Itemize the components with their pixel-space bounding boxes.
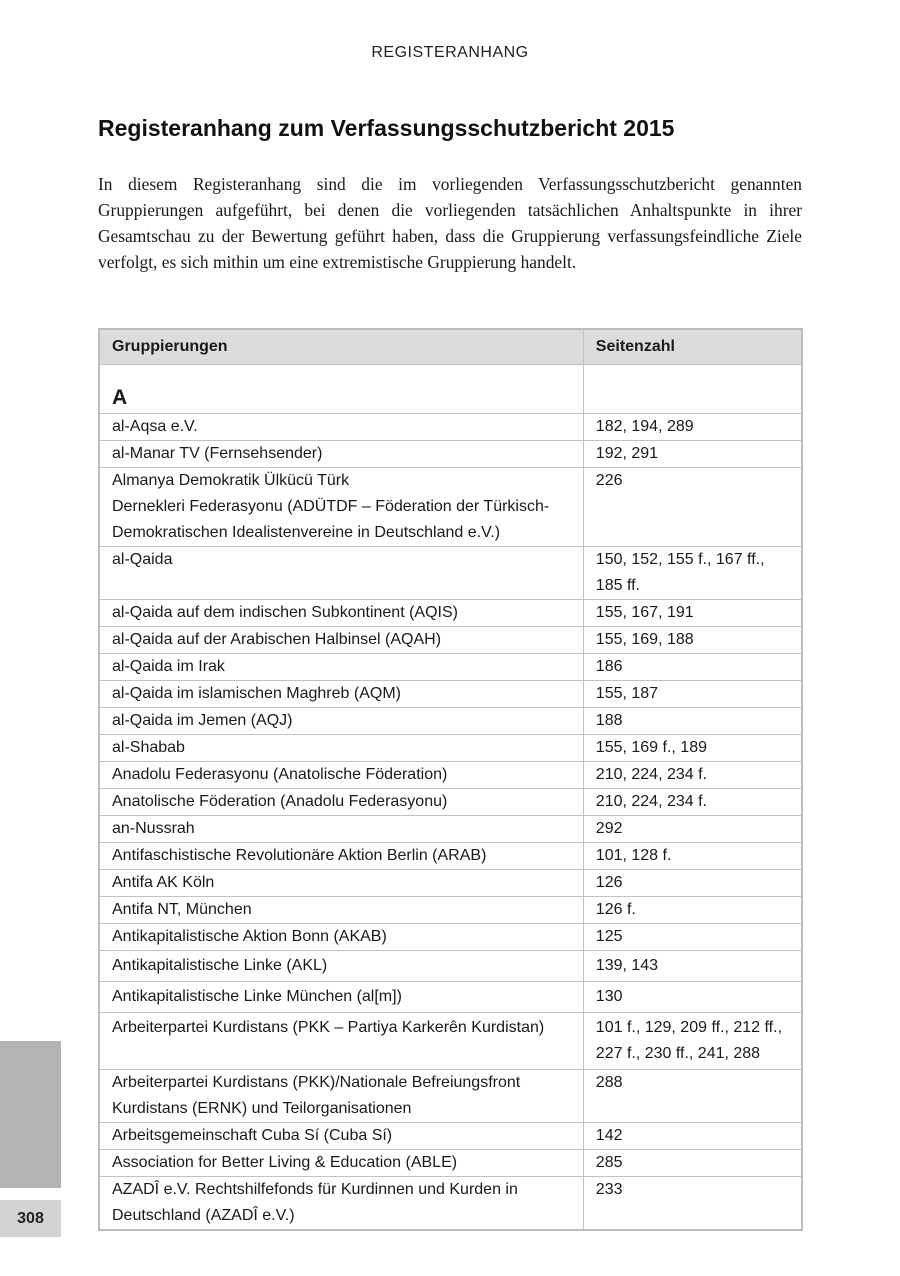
page-numbers-cell — [583, 1177, 802, 1231]
group-name-cell — [99, 681, 583, 708]
group-name-line: AZADÎ e.V. Rechtshilfefonds für Kurdinnen und Kurden in — [112, 1181, 518, 1198]
group-name-line: al-Qaida auf dem indischen Subkontinent (AQIS) — [112, 604, 458, 621]
page-numbers-cell — [583, 547, 802, 600]
group-name-line: al-Qaida im Irak — [112, 658, 225, 675]
page-numbers-cell — [583, 897, 802, 924]
group-name-cell — [99, 547, 583, 600]
group-name-cell — [99, 816, 583, 843]
page-numbers-line: 192, 291 — [595, 445, 659, 462]
page-numbers-line: 210, 224, 234 f. — [595, 766, 707, 783]
group-name-cell — [99, 414, 583, 441]
group-name-cell — [99, 843, 583, 870]
group-name-line: Kurdistans (ERNK) und Teilorganisationen — [112, 1100, 412, 1117]
group-name-line: Anatolische Föderation (Anadolu Federasyonu) — [112, 793, 448, 810]
group-name-cell — [99, 897, 583, 924]
group-name-cell — [99, 762, 583, 789]
table-row — [99, 414, 802, 441]
page-numbers-cell — [583, 414, 802, 441]
page-numbers-line: 288 — [595, 1074, 623, 1091]
section-letter-cell — [99, 365, 583, 414]
table-row — [99, 681, 802, 708]
page-numbers-line: 210, 224, 234 f. — [595, 793, 707, 810]
group-name-line: Arbeitsgemeinschaft Cuba Sí (Cuba Sí) — [112, 1127, 393, 1144]
section-letter-empty-cell — [583, 365, 802, 414]
table-row — [99, 600, 802, 627]
page-numbers-cell — [583, 735, 802, 762]
table-row — [99, 951, 802, 982]
page-numbers-cell — [583, 600, 802, 627]
table-row — [99, 1177, 802, 1231]
group-name-line: Antifa AK Köln — [112, 874, 215, 891]
page-numbers-cell — [583, 1070, 802, 1123]
page-numbers-line: 185 ff. — [595, 577, 640, 594]
group-name-cell — [99, 600, 583, 627]
group-name-line: Antikapitalistische Aktion Bonn (AKAB) — [112, 928, 387, 945]
column-header-groups: Gruppierungen — [99, 329, 583, 365]
page-numbers-line: 292 — [595, 820, 623, 837]
page-numbers-line: 126 f. — [595, 901, 636, 918]
intro-paragraph: In diesem Registeranhang sind die im vorliegenden Verfassungsschutzbericht genannten Gruppierungen aufgeführt, bei denen die vorliegenden tatsächlichen Anhaltspunkte in ihrer Gesamtschau zu der Bewertung geführt haben, dass die Gruppierung verfassungsfeindliche Ziele verfolgt, es sich mithin um eine extremistische Gruppierung handelt. — [98, 174, 802, 272]
page-title: Registeranhang zum Verfassungsschutzbericht 2015 — [98, 115, 675, 141]
page-numbers-cell — [583, 468, 802, 547]
group-name-line: al-Qaida im islamischen Maghreb (AQM) — [112, 685, 401, 702]
table-row — [99, 1013, 802, 1070]
table-row — [99, 816, 802, 843]
table-row — [99, 654, 802, 681]
group-name-cell — [99, 708, 583, 735]
group-name-line: Antifa NT, München — [112, 901, 252, 918]
group-name-cell — [99, 441, 583, 468]
table-row — [99, 1070, 802, 1123]
group-name-cell — [99, 468, 583, 547]
group-name-cell — [99, 870, 583, 897]
page-numbers-line: 155, 187 — [595, 685, 659, 702]
group-name-cell — [99, 924, 583, 951]
group-name-line: Almanya Demokratik Ülkücü Türk — [112, 472, 350, 489]
group-name-cell — [99, 1123, 583, 1150]
page-numbers-cell — [583, 762, 802, 789]
page-numbers-line: 155, 167, 191 — [595, 604, 694, 621]
group-name-line: Antikapitalistische Linke (AKL) — [112, 957, 328, 974]
page-numbers-line: 227 f., 230 ff., 241, 288 — [595, 1045, 761, 1062]
table-row — [99, 924, 802, 951]
group-name-line: al-Aqsa e.V. — [112, 418, 198, 435]
table-row — [99, 870, 802, 897]
table-row — [99, 843, 802, 870]
group-name-cell — [99, 627, 583, 654]
page-numbers-line: 142 — [595, 1127, 623, 1144]
group-name-cell — [99, 1013, 583, 1070]
page-numbers-line: 125 — [595, 928, 623, 945]
group-name-line: Antifaschistische Revolutionäre Aktion Berlin (ARAB) — [112, 847, 487, 864]
group-name-line: Arbeiterpartei Kurdistans (PKK – Partiya Karkerên Kurdistan) — [112, 1019, 545, 1036]
section-letter-row — [99, 365, 802, 414]
group-name-cell — [99, 1177, 583, 1231]
page-numbers-cell — [583, 1123, 802, 1150]
page-numbers-line: 186 — [595, 658, 623, 675]
page-numbers-line: 285 — [595, 1154, 623, 1171]
page-numbers-cell — [583, 1150, 802, 1177]
page-numbers-cell — [583, 708, 802, 735]
page-numbers-line: 233 — [595, 1181, 623, 1198]
page-numbers-line: 188 — [595, 712, 623, 729]
page-numbers-cell — [583, 951, 802, 982]
group-name-line: al-Qaida — [112, 551, 173, 568]
group-name-line: Deutschland (AZADÎ e.V.) — [112, 1207, 295, 1224]
page-numbers-line: 155, 169 f., 189 — [595, 739, 707, 756]
group-name-line: al-Manar TV (Fernsehsender) — [112, 445, 323, 462]
page-numbers-line: 126 — [595, 874, 623, 891]
page-numbers-cell — [583, 789, 802, 816]
group-name-cell — [99, 1070, 583, 1123]
table-row — [99, 547, 802, 600]
page-numbers-cell — [583, 870, 802, 897]
page-numbers-line: 226 — [595, 472, 623, 489]
group-name-line: Arbeiterpartei Kurdistans (PKK)/Nationale Befreiungsfront — [112, 1074, 521, 1091]
table-row — [99, 441, 802, 468]
table-row — [99, 708, 802, 735]
group-name-line: Association for Better Living & Education (ABLE) — [112, 1154, 458, 1171]
page-numbers-cell — [583, 654, 802, 681]
table-row — [99, 789, 802, 816]
group-name-line: Anadolu Federasyonu (Anatolische Föderation) — [112, 766, 448, 783]
side-tab-marker — [0, 1041, 61, 1188]
page-numbers-cell — [583, 681, 802, 708]
group-name-line: Antikapitalistische Linke München (al[m]) — [112, 988, 402, 1005]
page-numbers-cell — [583, 843, 802, 870]
group-name-cell — [99, 789, 583, 816]
page-numbers-cell — [583, 441, 802, 468]
page-numbers-cell — [583, 816, 802, 843]
page-numbers-line: 155, 169, 188 — [595, 631, 694, 648]
group-name-line: Demokratischen Idealistenvereine in Deutschland e.V.) — [112, 524, 501, 541]
table-row — [99, 468, 802, 547]
group-name-line: al-Shabab — [112, 739, 185, 756]
group-name-cell — [99, 654, 583, 681]
page-numbers-line: 182, 194, 289 — [595, 418, 694, 435]
page-number: 308 — [0, 1200, 61, 1237]
page-numbers-cell — [583, 1013, 802, 1070]
page-numbers-cell — [583, 627, 802, 654]
column-header-pages: Seitenzahl — [583, 329, 802, 365]
table-row — [99, 627, 802, 654]
table-header-row — [99, 329, 802, 365]
table-row — [99, 1150, 802, 1177]
section-letter: A — [112, 386, 128, 409]
page-numbers-line: 139, 143 — [595, 957, 659, 974]
group-name-line: al-Qaida im Jemen (AQJ) — [112, 712, 293, 729]
page-numbers-line: 150, 152, 155 f., 167 ff., — [595, 551, 765, 568]
group-name-cell — [99, 982, 583, 1013]
page-numbers-cell — [583, 982, 802, 1013]
group-name-line: al-Qaida auf der Arabischen Halbinsel (AQAH) — [112, 631, 442, 648]
page-numbers-line: 101 f., 129, 209 ff., 212 ff., — [595, 1019, 783, 1036]
group-name-line: Dernekleri Federasyonu (ADÜTDF – Föderation der Türkisch- — [112, 498, 550, 515]
index-table — [98, 328, 803, 1231]
table-row — [99, 1123, 802, 1150]
table-row — [99, 897, 802, 924]
page-numbers-line: 130 — [595, 988, 623, 1005]
group-name-cell — [99, 735, 583, 762]
table-row — [99, 982, 802, 1013]
page-numbers-cell — [583, 924, 802, 951]
table-row — [99, 762, 802, 789]
page-numbers-line: 101, 128 f. — [595, 847, 672, 864]
group-name-cell — [99, 951, 583, 982]
group-name-cell — [99, 1150, 583, 1177]
table-row — [99, 735, 802, 762]
group-name-line: an-Nussrah — [112, 820, 195, 837]
running-header: REGISTERANHANG — [371, 44, 529, 61]
